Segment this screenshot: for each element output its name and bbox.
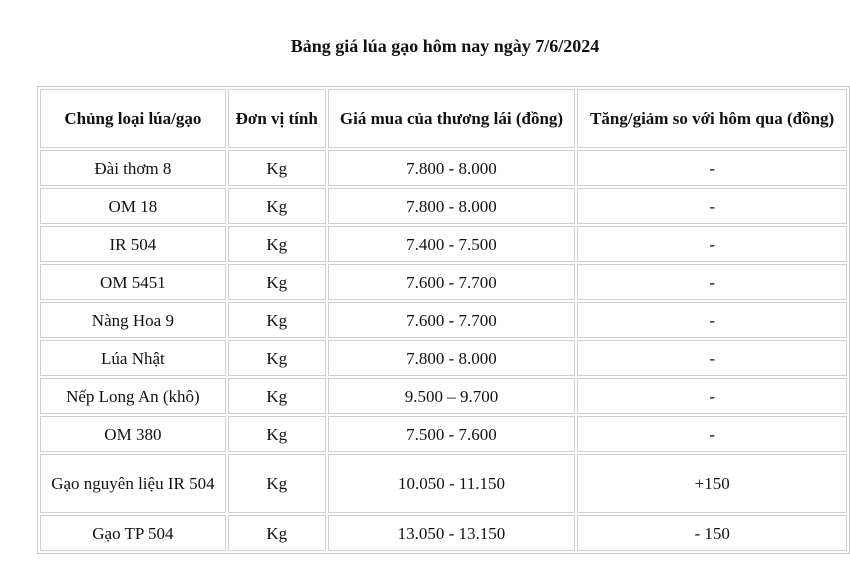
table-row — [40, 188, 847, 224]
table-row — [40, 515, 847, 551]
table-row — [40, 150, 847, 186]
cell-price: 7.500 - 7.600 — [328, 416, 576, 452]
cell-unit: Kg — [228, 515, 326, 551]
cell-change: - — [577, 150, 847, 186]
cell-type: Nếp Long An (khô) — [40, 378, 226, 414]
cell-unit: Kg — [228, 302, 326, 338]
cell-change: - — [577, 416, 847, 452]
cell-type: Gạo TP 504 — [40, 515, 226, 551]
cell-unit: Kg — [228, 454, 326, 513]
cell-unit: Kg — [228, 226, 326, 262]
cell-change: - — [577, 188, 847, 224]
cell-unit: Kg — [228, 340, 326, 376]
cell-price: 7.400 - 7.500 — [328, 226, 576, 262]
cell-type: Nàng Hoa 9 — [40, 302, 226, 338]
cell-type: OM 5451 — [40, 264, 226, 300]
cell-price: 7.800 - 8.000 — [328, 340, 576, 376]
cell-unit: Kg — [228, 416, 326, 452]
header-type: Chủng loại lúa/gạo — [40, 89, 226, 148]
cell-change: - — [577, 302, 847, 338]
cell-price: 7.600 - 7.700 — [328, 264, 576, 300]
header-change: Tăng/giảm so với hôm qua (đồng) — [577, 89, 847, 148]
table-row — [40, 264, 847, 300]
page-title: Bảng giá lúa gạo hôm nay ngày 7/6/2024 — [290, 36, 600, 56]
table-row — [40, 416, 847, 452]
table-row — [40, 454, 847, 513]
cell-price: 9.500 – 9.700 — [328, 378, 576, 414]
table-header-row — [40, 89, 847, 148]
cell-type: Gạo nguyên liệu IR 504 — [40, 454, 226, 513]
cell-type: Lúa Nhật — [40, 340, 226, 376]
table-row — [40, 302, 847, 338]
cell-type: OM 18 — [40, 188, 226, 224]
cell-unit: Kg — [228, 150, 326, 186]
cell-change: - — [577, 340, 847, 376]
cell-unit: Kg — [228, 188, 326, 224]
table-row — [40, 226, 847, 262]
rice-price-table — [37, 86, 850, 554]
cell-change: - — [577, 264, 847, 300]
table-row — [40, 378, 847, 414]
header-unit: Đơn vị tính — [228, 89, 326, 148]
cell-price: 7.600 - 7.700 — [328, 302, 576, 338]
cell-price: 7.800 - 8.000 — [328, 188, 576, 224]
cell-type: Đài thơm 8 — [40, 150, 226, 186]
cell-change: +150 — [577, 454, 847, 513]
cell-price: 7.800 - 8.000 — [328, 150, 576, 186]
cell-unit: Kg — [228, 264, 326, 300]
cell-change: - — [577, 378, 847, 414]
cell-unit: Kg — [228, 378, 326, 414]
cell-price: 13.050 - 13.150 — [328, 515, 576, 551]
cell-type: OM 380 — [40, 416, 226, 452]
table-row — [40, 340, 847, 376]
cell-type: IR 504 — [40, 226, 226, 262]
header-price: Giá mua của thương lái (đồng) — [328, 89, 576, 148]
cell-change: - 150 — [577, 515, 847, 551]
cell-change: - — [577, 226, 847, 262]
cell-price: 10.050 - 11.150 — [328, 454, 576, 513]
